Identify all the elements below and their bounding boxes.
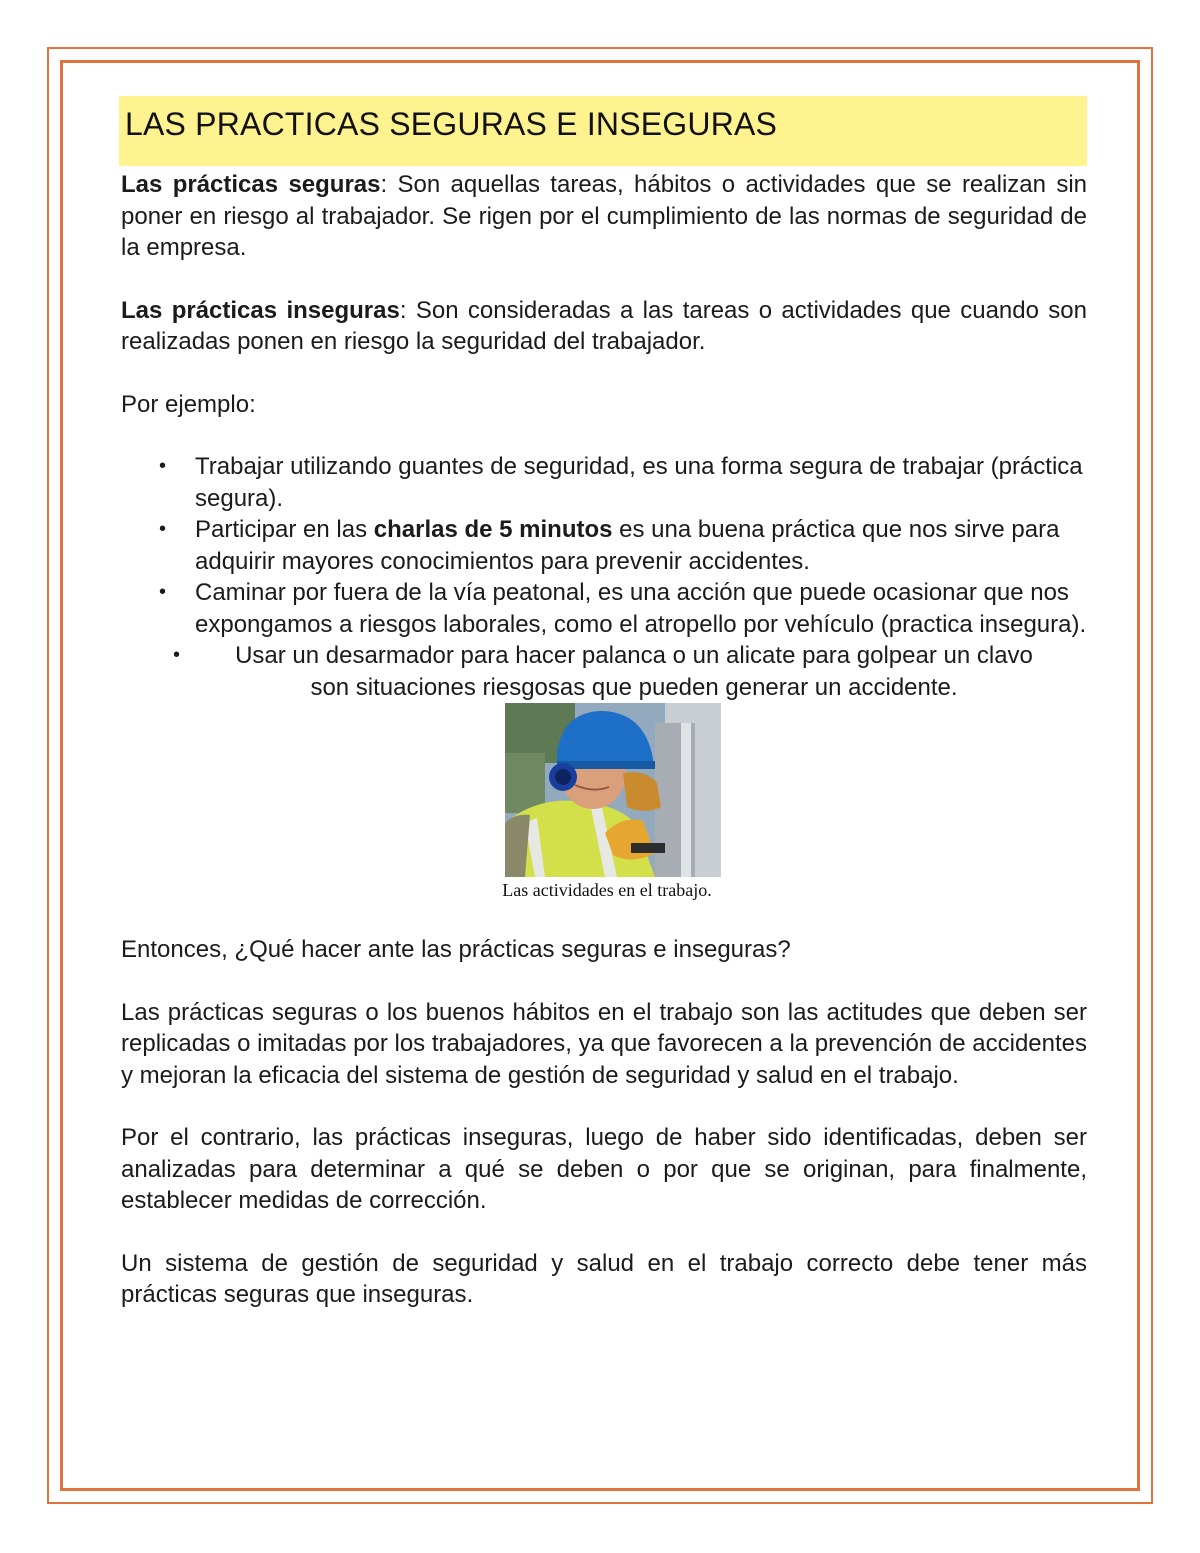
title-highlight [119,96,1087,166]
definition-inseguras-text: : Son consideradas a las tareas o actividades que cuando son realizadas ponen en riesgo la seguridad del trabajador. [121,296,1088,355]
bold-term: charlas de 5 minutos [373,516,613,543]
list-item: • Participar en las charlas de 5 minutos es una buena práctica que nos sirve para adquirir mayores conocimientos para prevenir accidentes. [159,516,1060,575]
term-seguras: Las prácticas seguras [121,171,381,198]
term-inseguras: Las prácticas inseguras [121,296,400,324]
bullet-icon: • [159,455,167,477]
question-text: Entonces, ¿Qué hacer ante las prácticas seguras e inseguras? [121,936,791,963]
example-label: Por ejemplo: [121,390,256,418]
list-item: • Caminar por fuera de la vía peatonal, es una acción que puede ocasionar que nos expongamos a riesgos laborales, como el atropello por vehículo (practica insegura). [159,579,1087,638]
worker-illustration [505,703,721,877]
definition-seguras-text: : Son aquellas tareas, hábitos o actividades que se realizan sin poner en riesgo al trabajador. Se rigen por el cumplimiento de las normas de seguridad de la empresa. [121,171,1088,261]
bullet-icon: • [159,581,167,603]
example-list [121,451,1087,640]
definition-inseguras [121,295,1087,358]
list-item: • Trabajar utilizando guantes de seguridad, es una forma segura de trabajar (práctica segura). [159,453,1083,512]
figure-caption: Las actividades en el trabajo. [502,880,712,900]
page-title: LAS PRACTICAS SEGURAS E INSEGURAS [125,106,778,142]
bullet-icon: • [173,644,181,666]
paragraph-buenos-habitos: Las prácticas seguras o los buenos hábitos en el trabajo son las actitudes que deben ser replicadas o imitadas por los trabajadores, ya que favorecen a la prevención de accidentes y mejoran la eficacia del sistema de gestión de seguridad y salud en el trabajo. [121,998,1087,1089]
worker-photo [505,703,721,877]
figure [121,703,1087,903]
paragraph-conclusion: Un sistema de gestión de seguridad y salud en el trabajo correcto debe tener más prácticas seguras que inseguras. [121,1249,1087,1308]
paragraph-contrario: Por el contrario, las prácticas inseguras, luego de haber sido identificadas, deben ser analizadas para determinar a qué se deben o por que se originan, para finalmente, establecer medidas de corrección. [121,1124,1087,1214]
list-item: • Usar un desarmador para hacer palanca o un alicate para golpear un clavo son situaciones riesgosas que pueden generar un accidente. [173,642,1033,701]
document-body [121,96,1087,1311]
definition-seguras [121,169,1087,264]
bullet-icon: • [159,518,167,540]
